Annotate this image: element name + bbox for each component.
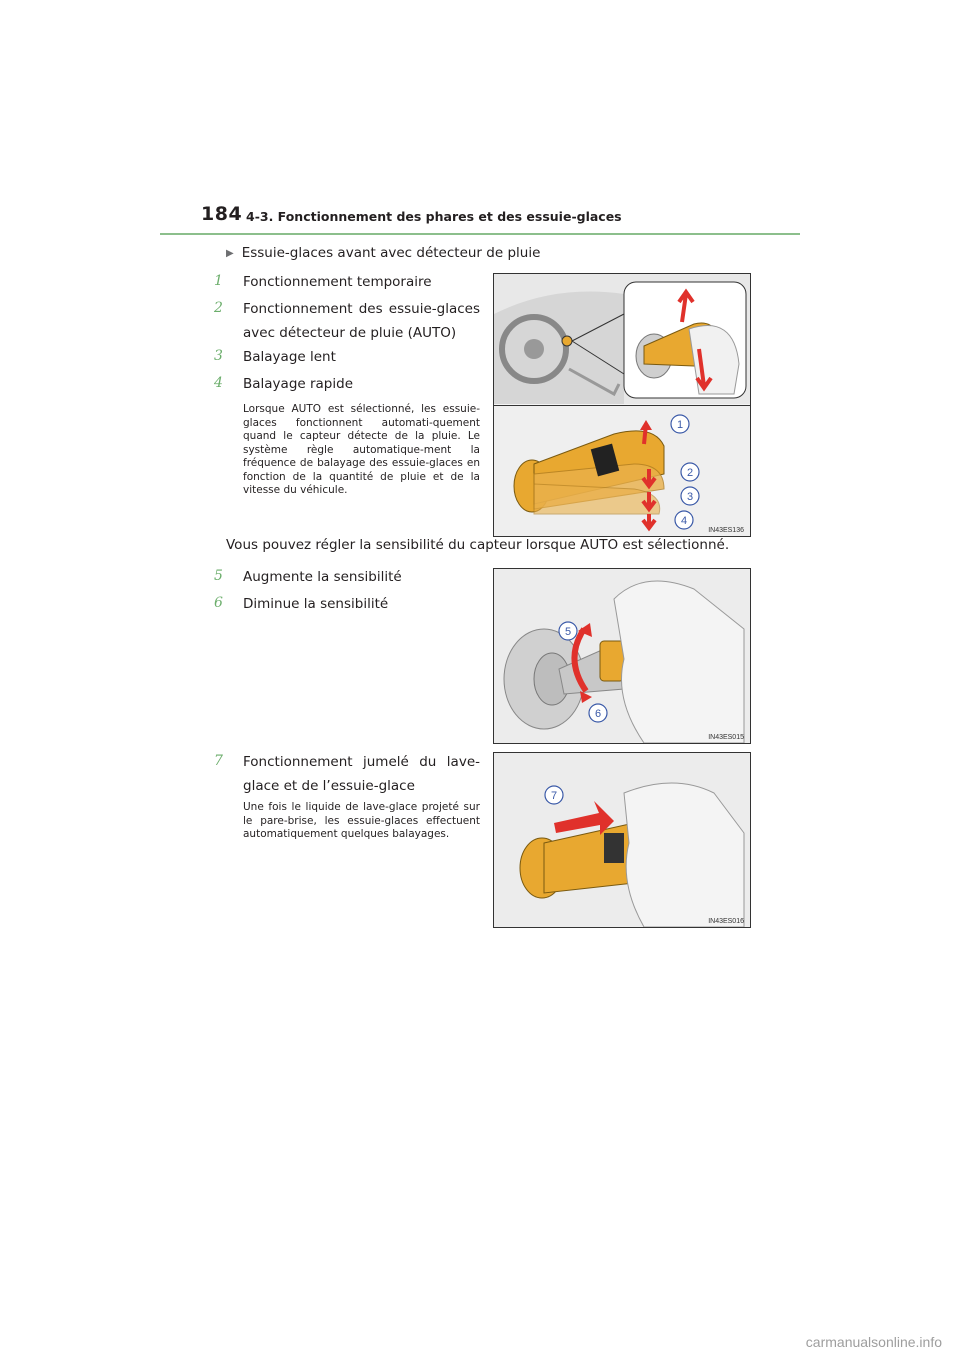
item-number: 3	[214, 348, 223, 364]
item-label: Balayage lent	[243, 349, 336, 365]
item-number: 4	[214, 375, 223, 391]
item-label: Fonctionnement des essuie-glaces avec détecteur de pluie (AUTO)	[243, 301, 480, 341]
watermark: carmanualsonline.info	[805, 1334, 942, 1350]
callout-1: 1	[676, 419, 684, 431]
callout-2: 2	[686, 467, 694, 479]
item-number: 7	[214, 753, 223, 769]
callout-4: 4	[680, 515, 688, 527]
note-auto: Lorsque AUTO est sélectionné, les essuie-glaces fonctionnent automati-quement quand le capteur détecte de la pluie. Le système règle automatique-ment la fréquence de balayage des essuie-glaces en fonction de la quantité de pluie et de la vitesse du véhicule.	[243, 403, 480, 496]
figure-code: IN43ES136	[708, 527, 744, 534]
callout-5: 5	[564, 626, 572, 638]
item-number: 2	[214, 300, 223, 316]
callout-7: 7	[550, 790, 558, 802]
page-number: 184	[201, 203, 243, 225]
item-label: Fonctionnement jumelé du lave-glace et de l’essuie-glace	[243, 754, 480, 794]
item-label: Diminue la sensibilité	[243, 596, 389, 612]
note-washer: Une fois le liquide de lave-glace projeté sur le pare-brise, les essuie-glaces effectuent automatiquement quelques balayages.	[243, 801, 480, 840]
section-title: 4-3. Fonctionnement des phares et des essuie-glaces	[246, 209, 622, 224]
subheading-text: Essuie-glaces avant avec détecteur de pluie	[241, 245, 541, 261]
triangle-bullet-icon: ▶	[226, 248, 234, 259]
figure-code: IN43ES015	[708, 734, 744, 741]
callout-3: 3	[686, 491, 694, 503]
item-label: Augmente la sensibilité	[243, 569, 402, 585]
figure-sensitivity-dial	[493, 568, 751, 744]
item-number: 5	[214, 568, 223, 584]
wiper-lever-illustration	[494, 274, 750, 536]
item-number: 1	[214, 273, 223, 289]
item-number: 6	[214, 595, 223, 611]
subheading	[226, 245, 540, 261]
sensitivity-dial-illustration	[494, 569, 750, 743]
header-rule	[160, 233, 800, 235]
item-label: Balayage rapide	[243, 376, 354, 392]
figure-code: IN43ES016	[708, 918, 744, 925]
sensitivity-paragraph: Vous pouvez régler la sensibilité du capteur lorsque AUTO est sélectionné.	[226, 537, 730, 553]
figure-washer	[493, 752, 751, 928]
item-label: Fonctionnement temporaire	[243, 274, 432, 290]
callout-6: 6	[594, 708, 602, 720]
figure-wiper-lever	[493, 273, 751, 537]
washer-lever-illustration	[494, 753, 750, 927]
